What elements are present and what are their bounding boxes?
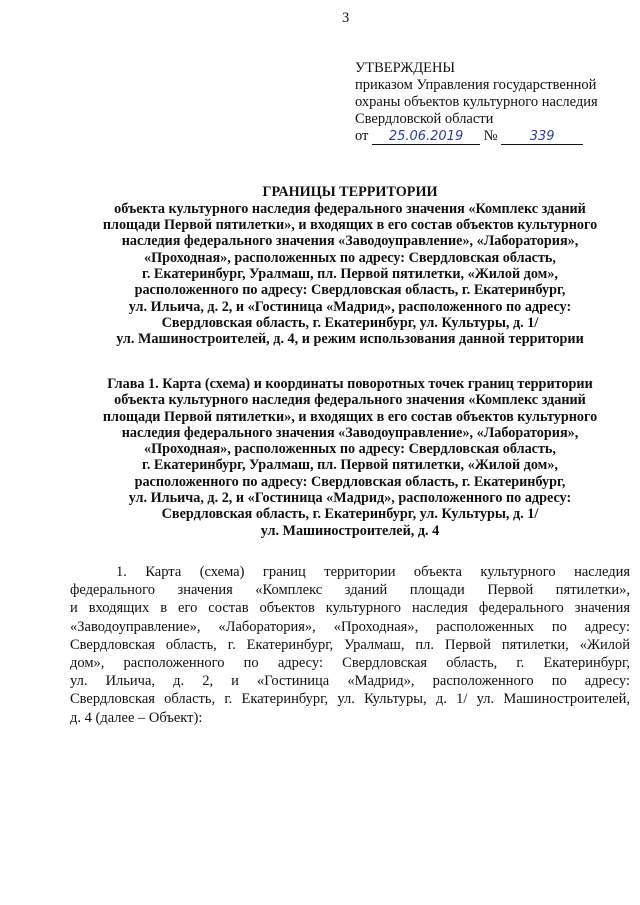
text-line: 1. Карта (схема) границ территории объекта культурного наследия (116, 564, 630, 580)
text-line: и входящих в его состав объектов культурного наследия федерального значения (70, 600, 630, 617)
handwritten-number: 339 (501, 129, 583, 145)
text-line: ул. Машиностроителей, д. 4 (260, 522, 440, 539)
text-line: наследия федерального значения «Заводоуправление», «Лаборатория», (121, 424, 579, 441)
text-line: д. 4 (далее – Объект): (70, 709, 203, 726)
text-line: ул. Ильича, д. 2, и «Гостиница «Мадрид», расположенного по адресу: (128, 490, 572, 507)
text-line: г. Екатеринбург, Уралмаш, пл. Первой пятилетки, «Жилой дом», (142, 457, 558, 474)
page-number: 3 (342, 10, 350, 26)
text-line: дом», расположенного по адресу: Свердловская область, г. Екатеринбург, (70, 655, 630, 672)
text-line: площади Первой пятилетки», и входящих в его состав объектов культурного (102, 217, 598, 234)
text-line: Глава 1. Карта (схема) и координаты поворотных точек границ территории (107, 376, 593, 392)
text-line: наследия федерального значения «Заводоуправление», «Лаборатория», (121, 233, 579, 250)
number-prefix: № (483, 128, 498, 144)
text-line: «Проходная», расположенных по адресу: Свердловская область, (144, 441, 556, 458)
approval-heading: УТВЕРЖДЕНЫ (355, 60, 456, 76)
text-line: Свердловская область, г. Екатеринбург, Уралмаш, пл. Первой пятилетки, «Жилой (70, 636, 630, 653)
text-line: «Проходная», расположенных по адресу: Свердловская область, (144, 249, 556, 266)
text-line: объекта культурного наследия федерального значения «Комплекс зданий (114, 200, 586, 217)
text-line: «Заводоуправление», «Лаборатория», «Проходная», расположенных по адресу: (70, 618, 630, 635)
text-line: ул. Машиностроителей, д. 4, и режим использования данной территории (116, 331, 584, 348)
text-line: Свердловская область, г. Екатеринбург, ул. Культуры, д. 1/ (161, 314, 539, 331)
text-line: ул. Ильича, д. 2, и «Гостиница «Мадрид», расположенного по адресу: (70, 673, 630, 690)
date-prefix: от (355, 128, 369, 144)
approval-date-line (355, 128, 598, 145)
document-title (68, 184, 632, 347)
title-heading: ГРАНИЦЫ ТЕРРИТОРИИ (262, 184, 438, 200)
approval-line: охраны объектов культурного наследия (355, 94, 598, 110)
handwritten-date: 25.06.2019 (372, 129, 480, 145)
text-line: расположенного по адресу: Свердловская область, г. Екатеринбург, (134, 282, 566, 299)
text-line: федерального значения «Комплекс зданий площади Первой пятилетки», (70, 582, 630, 599)
body-paragraph (70, 563, 630, 727)
text-line: объекта культурного наследия федерального значения «Комплекс зданий (114, 392, 586, 409)
text-line: расположенного по адресу: Свердловская область, г. Екатеринбург, (134, 473, 566, 490)
text-line: площади Первой пятилетки», и входящих в его состав объектов культурного (102, 408, 598, 425)
chapter-heading (68, 376, 632, 539)
text-line: Свердловская область, г. Екатеринбург, ул. Культуры, д. 1/ (161, 506, 539, 523)
text-line: ул. Ильича, д. 2, и «Гостиница «Мадрид», расположенного по адресу: (128, 298, 572, 315)
text-line: Свердловская область, г. Екатеринбург, ул. Культуры, д. 1/ ул. Машиностроителей, (70, 691, 630, 708)
approval-block (355, 60, 598, 145)
approval-line: Свердловской области (355, 111, 494, 127)
approval-line: приказом Управления государственной (355, 77, 597, 93)
text-line: г. Екатеринбург, Уралмаш, пл. Первой пятилетки, «Жилой дом», (142, 265, 558, 282)
